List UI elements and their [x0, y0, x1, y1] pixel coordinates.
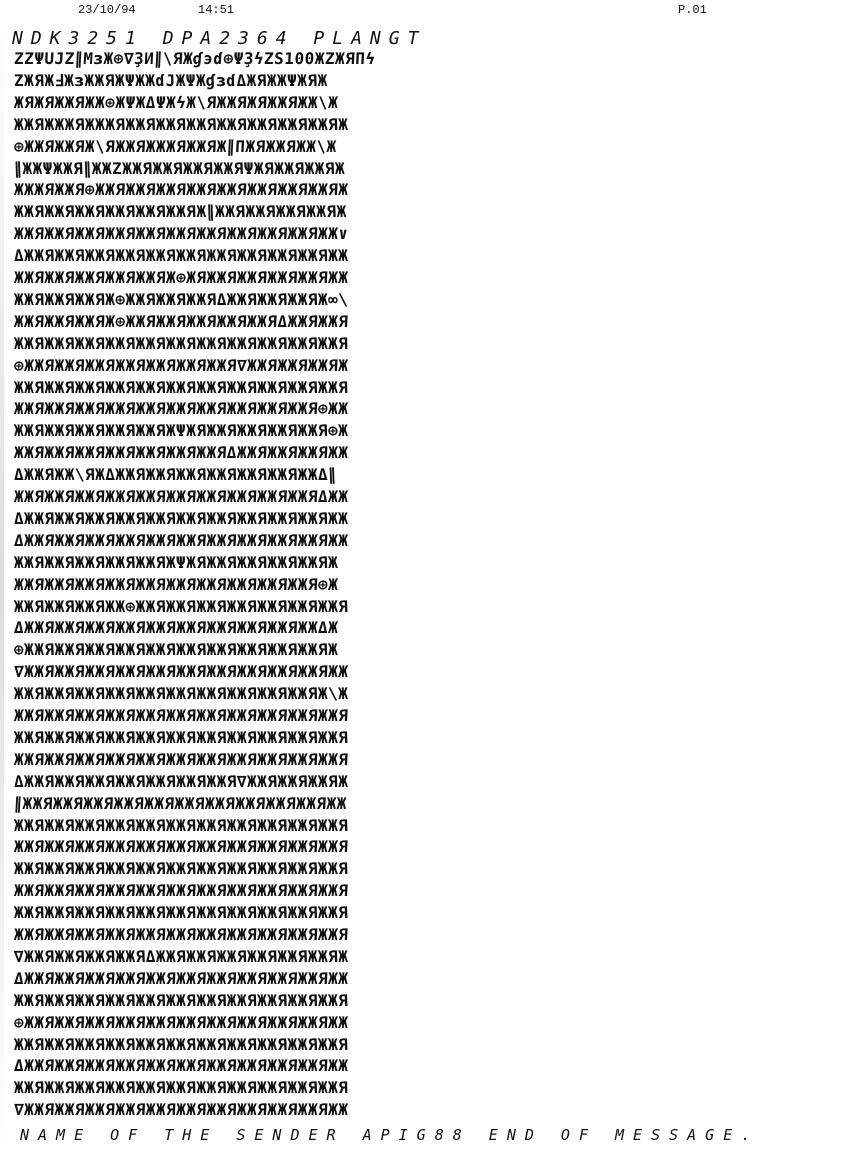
message-header-line: NDK3251 DPA2364 PLANGT [12, 28, 427, 49]
glyph-row: ΔЖЖЯЖЖЯЖЖЯЖЖЯЖЖЯЖЖЯЖЖЯЖЖЯЖЖЯЖЖЯЖЖ [14, 968, 349, 988]
glyph-row: ЖЖЯЖЖЯЖЖЯЖЖЯЖЖЯЖЖЯЖЖЯЖЖЯЖЖЯЖЖЯΔЖЖ [14, 487, 349, 506]
glyph-row: ZЖЯЖℲЖɜЖЖЯЖΨЖЖɗJЖΨЖɠɜɗΔЖЯЖЖΨЖЯЖ [14, 70, 329, 90]
glyph-row: ∇ЖЖЯЖЖЯЖЖЯЖЖЯЖЖЯЖЖЯЖЖЯЖЖЯЖЖЯЖЖЯЖЖ [14, 1100, 349, 1120]
glyph-row: ΔЖЖЯЖЖЯЖЖЯЖЖЯЖЖЯЖЖЯЖЖЯЖЖЯЖЖЯЖЖЯЖЖ [14, 508, 349, 528]
glyph-row: ЖЖЯЖЖЯЖЖЯЖЖЯЖЖЯЖЖЯЖЖЯЖЖЯЖЖЯЖЖЯЖЖЯ [14, 815, 349, 835]
message-footer-line: NAME OF THE SENDER APIG88 END OF MESSAGE. [20, 1126, 760, 1144]
glyph-row: ZZΨUJZ∥MɜЖ⊕∇ҘИ∥\ЯЖɠэɗ⊕ΨҘϟΖS100ЖZЖЯΠϟ [14, 49, 377, 68]
glyph-row: ⊕ЖЖЯЖЖЯЖ\ЯЖЖЯЖЖЖЯЖЖЯЖ∥ΠЖЯЖЖЯЖЖ\Ж [14, 136, 338, 156]
glyph-row: ⊕ЖЖЯЖЖЯЖЖЯЖЖЯЖЖЯЖЖЯЖЖЯ∇ЖЖЯЖЖЯЖЖЯЖ [14, 355, 349, 375]
fax-page-number: P.01 [678, 3, 707, 17]
glyph-row: ЖЖЯЖЖЯЖЖЯЖЖЯЖЖЯЖЖЯЖЖЯЖЖЯЖЖЯЖЖЯЖЖЯ [14, 881, 349, 901]
glyph-row: ЖЖЯЖЖЯЖЖЯЖЖЯЖЖЯЖΨЖЯЖЖЯЖЖЯЖЖЯЖЖЯЖ [14, 552, 339, 572]
glyph-row: ЖЖЯЖЖЯЖЖЯЖЖЯЖЖЯЖЖЯЖЖЯЖЖЯЖЖЯЖЖЯЖЖЯ [14, 1078, 349, 1098]
fax-header [0, 0, 864, 20]
glyph-row: ЖЖЯЖЖЯЖЖЯЖЖЯЖЖЯЖЖЯЖЖЯЖЖЯЖЖЯЖЖЯЖЖЯ [14, 333, 349, 353]
glyph-row: ЖЖЯЖЖЯЖЖЯЖЖЯЖЖЯЖЖЯЖЖЯЖЖЯЖЖЯЖЖЯЖЖ∨ [14, 224, 349, 244]
glyph-row: ЖЖЯЖЖЯЖЖЯЖЖЯЖЖЯЖЖЯЖЖЯЖЖЯЖЖЯЖЖЯЖЖЯ [14, 706, 349, 725]
glyph-row: ЖЖЯЖЖЯЖЖЯЖЖ⊕ЖЖЯЖЖЯЖЖЯЖЖЯЖЖЯЖЖЯЖЖЯ [14, 596, 349, 616]
glyph-row: ЖЖЯЖЖЯЖЖЯЖ⊕ЖЖЯЖЖЯЖЖЯЖЖЯЖЖЯΔЖЖЯЖЖЯ [14, 311, 349, 331]
glyph-row: ЖЖЯЖЖЯЖЖЯЖЖЯЖЖЯЖЖЯЖЖЯЖЖЯЖЖЯЖЖЯЖЖЯ [14, 1034, 349, 1054]
glyph-row: ЖЖЯЖЖЯЖЖЯЖЖЯЖЖЯЖЖЯЖЖЯЖЖЯЖЖЯЖЖЯЖЖЯ [14, 925, 349, 944]
glyph-row: ΔЖЖЯЖЖЯЖЖЯЖЖЯЖЖЯЖЖЯЖЖЯЖЖЯЖЖЯЖЖЯЖЖ [14, 530, 349, 550]
glyph-row: ΔЖЖЯЖЖЯЖЖЯЖЖЯЖЖЯЖЖЯЖЖЯЖЖЯЖЖЯЖЖΔЖ [14, 618, 339, 638]
glyph-row: ЖЖЯЖЖЖЯЖЖЖЯЖЖЯЖЖЯЖЖЯЖЖЯЖЖЯЖЖЯЖЖЯЖ [14, 114, 349, 134]
glyph-row: ЖЖЯЖЖЯЖЖЯЖЖЯЖЖЯЖЖЯЖЖЯЖЖЯЖЖЯЖЖЯЖЖЯ [14, 377, 349, 397]
glyph-row: ЖЖЯЖЖЯЖЖЯЖЖЯЖЖЯЖЖЯЖЖЯЖЖЯЖЖЯЖЖЯ⊕Ж [14, 574, 339, 594]
glyph-row: ЖЖЯЖЖЯЖЖЯЖЖЯЖЖЯЖЖЯЖ∥ЖЖЯЖЖЯЖЖЯЖЖЯЖ [14, 202, 348, 222]
glyph-row: ЖЖЯЖЖЯЖЖЯЖЖЯЖЖЯЖЖЯЖЖЯЖЖЯЖЖЯЖЖЯ⊕ЖЖ [14, 399, 349, 419]
glyph-row: ЖЖЯЖЖЯЖЖЯЖЖЯЖЖЯЖЖЯЖЖЯЖЖЯЖЖЯЖЖЯЖЖЯ [14, 903, 349, 923]
glyph-row: ∇ЖЖЯЖЖЯЖЖЯЖЖЯЖЖЯЖЖЯЖЖЯЖЖЯЖЖЯЖЖЯЖЖ [14, 662, 349, 682]
glyph-row: ЖЖЯЖЖЯЖЖЯЖЖЯЖЖЯЖΨЖЯЖЖЯЖЖЯЖЖЯЖЖЯ⊕Ж [14, 421, 349, 441]
glyph-row: ЖЯЖЯЖЖЯЖЖ⊕ЖΨЖΔΨЖϟЖ\ЯЖЖЯЖЯЖЖЯЖЖ\Ж [14, 92, 339, 112]
glyph-row: ΔЖЖЯЖЖЯЖЖЯЖЖЯЖЖЯЖЖЯЖЖЯЖЖЯЖЖЯЖЖЯЖЖ [14, 1056, 349, 1076]
glyph-row: ΔЖЖЯЖЖЯЖЖЯЖЖЯЖЖЯЖЖЯЖЖЯЖЖЯЖЖЯЖЖЯЖЖ [14, 246, 349, 266]
glyph-row: ЖЖЯЖЖЯЖЖЯЖЖЯЖЖЯЖ⊕ЖЯЖЖЯЖЖЯЖЖЯЖЖЯЖЖ [14, 268, 349, 287]
glyph-row: ⊕ЖЖЯЖЖЯЖЖЯЖЖЯЖЖЯЖЖЯЖЖЯЖЖЯЖЖЯЖЖЯЖЖ [14, 1012, 349, 1032]
glyph-row: ЖЖЯЖЖЯЖЖЯЖЖЯЖЖЯЖЖЯЖЖЯЖЖЯЖЖЯЖЖЯЖЖЯ [14, 727, 349, 747]
fax-time: 14:51 [198, 3, 235, 17]
glyph-row: ΔЖЖЯЖЖЯЖЖЯЖЖЯЖЖЯЖЖЯЖЖЯ∇ЖЖЯЖЖЯЖЖЯЖ [14, 771, 349, 791]
glyph-row: ΔЖЖЯЖЖ\ЯЖΔЖЖЯЖЖЯЖЖЯЖЖЯЖЖЯЖЖЯЖЖΔ∥ [14, 465, 337, 485]
glyph-row: ЖЖЯЖЖЯЖЖЯЖЖЯЖЖЯЖЖЯЖЖЯЖЖЯЖЖЯЖЖЯЖЖЯ [14, 990, 349, 1010]
glyph-row: ∇ЖЖЯЖЖЯЖЖЯЖЖЯΔЖЖЯЖЖЯЖЖЯЖЖЯЖЖЯЖЖЯЖ [14, 946, 349, 966]
glyph-row: ЖЖЯЖЖЯЖЖЯЖЖЯЖЖЯЖЖЯЖЖЯЖЖЯЖЖЯЖЖЯЖЖЯ [14, 859, 349, 879]
glyph-row: ЖЖЯЖЖЯЖЖЯЖЖЯЖЖЯЖЖЯЖЖЯЖЖЯЖЖЯЖЖЯЖ\Ж [14, 684, 349, 704]
glyph-row: ЖЖЯЖЖЯЖЖЯЖЖЯЖЖЯЖЖЯЖЖЯΔЖЖЯЖЖЯЖЖЯЖЖ [14, 443, 349, 463]
glyph-row: ЖЖЯЖЖЯЖЖЯЖЖЯЖЖЯЖЖЯЖЖЯЖЖЯЖЖЯЖЖЯЖЖЯ [14, 749, 349, 769]
glyph-row: ЖЖЯЖЖЯЖЖЯЖ⊕ЖЖЯЖЖЯЖЖЯΔЖЖЯЖЖЯЖЖЯЖ∞\ [14, 289, 349, 309]
glyph-row: ЖЖЖЯЖЖЯ⊕ЖЖЯЖЖЯЖЖЯЖЖЯЖЖЯЖЖЯЖЖЯЖЖЯЖ [14, 180, 349, 200]
glyph-row: ∥ЖЖΨЖЖЯ∥ЖЖΖЖЖЯЖЖЯЖЖЯЖЖЯΨЖЯЖЖЯЖЖЯЖ [14, 158, 346, 178]
fax-date: 23/10/94 [78, 3, 136, 17]
scan-edge [0, 20, 4, 1149]
glyph-row: ∥ЖЖЯЖЖЯЖЖЯЖЖЯЖЖЯЖЖЯЖЖЯЖЖЯЖЖЯЖЖЯЖЖ [14, 793, 348, 813]
glyph-row: ЖЖЯЖЖЯЖЖЯЖЖЯЖЖЯЖЖЯЖЖЯЖЖЯЖЖЯЖЖЯЖЖЯ [14, 837, 349, 857]
glyph-message-block [14, 48, 850, 1124]
glyph-row: ⊕ЖЖЯЖЖЯЖЖЯЖЖЯЖЖЯЖЖЯЖЖЯЖЖЯЖЖЯЖЖЯЖ [14, 640, 339, 660]
